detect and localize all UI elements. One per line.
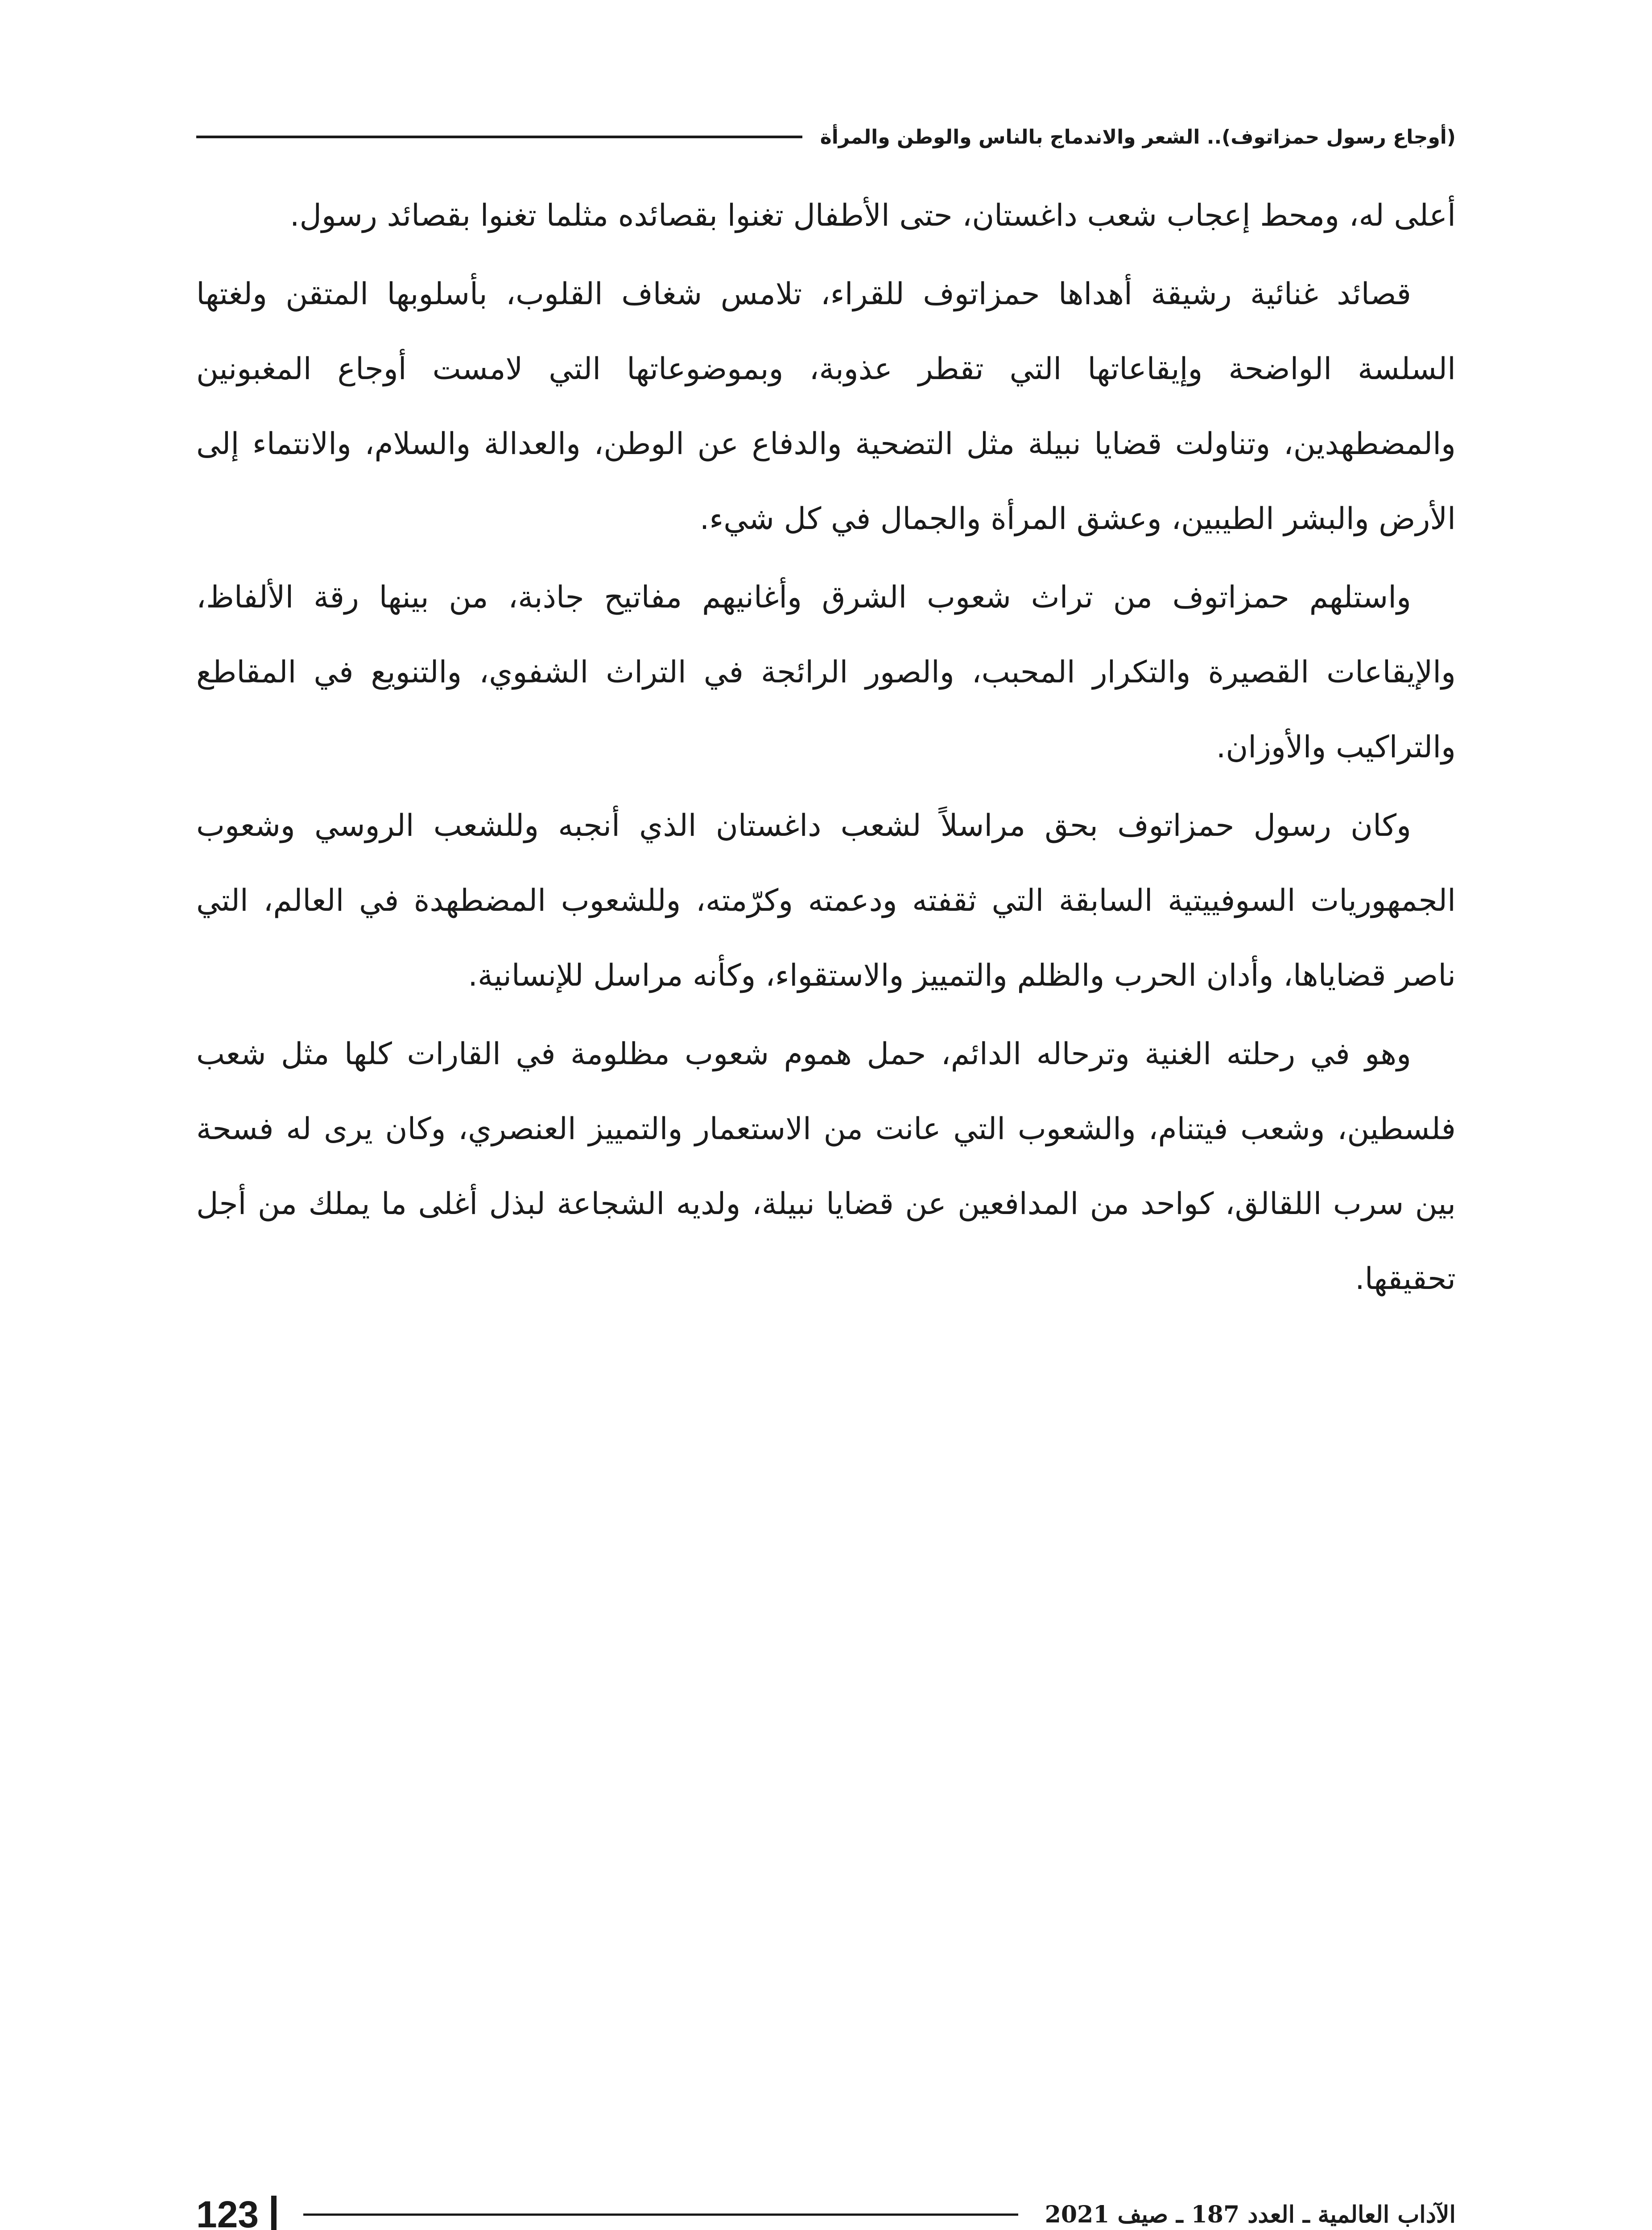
paragraph: واستلهم حمزاتوف من تراث شعوب الشرق وأغانيهم مفاتيح جاذبة، من بينها رقة الألفاظ، والإيقاعات القصيرة والتكرار المحبب، والصور الرائجة في التراث الشفوي، والتنويع في المقاطع والتراكيب والأوزان. xyxy=(196,580,1456,765)
page-footer xyxy=(196,2190,1456,2230)
paragraph-continuation: أعلى له، ومحط إعجاب شعب داغستان، حتى الأطفال تغنوا بقصائده مثلما تغنوا بقصائد رسول. xyxy=(289,198,1456,233)
running-title: (أوجاع رسول حمزاتوف).. الشعر والاندماج بالناس والوطن والمرأة xyxy=(820,125,1456,149)
page-number: 123 xyxy=(196,2193,259,2230)
footer-separator-bar xyxy=(271,2196,277,2230)
header-rule xyxy=(196,136,802,138)
paragraph: وكان رسول حمزاتوف بحق مراسلاً لشعب داغستان الذي أنجبه وللشعب الروسي وشعوب الجمهوريات السوفييتية السابقة التي ثقفته ودعمته وكرّمته، وللشعوب المضطهدة في العالم، التي ناصر قضاياها، وأدان الحرب والظلم والتمييز والاستقواء، وكأنه مراسل للإنسانية. xyxy=(196,808,1456,993)
article-body xyxy=(196,178,1456,1320)
paragraph: وهو في رحلته الغنية وترحاله الدائم، حمل هموم شعوب مظلومة في القارات كلها مثل شعب فلسطين، وشعب فيتنام، والشعوب التي عانت من الاستعمار والتمييز العنصري، وكان يرى له فسحة بين سرب اللقالق، كواحد من المدافعين عن قضايا نبيلة، ولديه الشجاعة لبذل أغلى ما يملك من أجل تحقيقها. xyxy=(196,1037,1456,1297)
paragraph: قصائد غنائية رشيقة أهداها حمزاتوف للقراء، تلامس شغاف القلوب، بأسلوبها المتقن ولغتها السلسة الواضحة وإيقاعاتها التي تقطر عذوبة، وبموضوعاتها التي لامست أوجاع المغبونين والمضطهدين، وتناولت قضايا نبيلة مثل التضحية والدفاع عن الوطن، والعدالة والسلام، والانتماء إلى الأرض والبشر الطيبين، وعشق المرأة والجمال في كل شيء. xyxy=(196,277,1456,537)
journal-issue: الآداب العالمية ـ العدد 187 ـ صيف 2021 xyxy=(1045,2201,1456,2228)
footer-rule xyxy=(303,2213,1018,2216)
running-header xyxy=(196,117,1456,157)
